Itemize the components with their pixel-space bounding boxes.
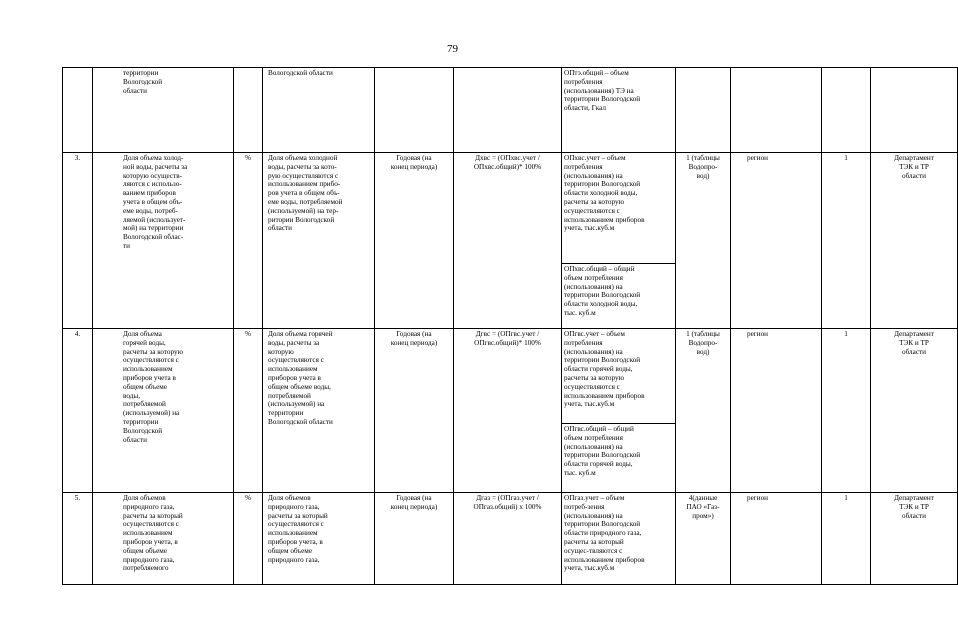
source-cell: 1 (таблицы Водопро- вод) <box>676 153 731 329</box>
indicator-name: Доля объема холод- ной воды, расчеты за которую осуществ- ляются с использо- ванием приборов учета в общем объ- еме воды, потреб- ляемой (использует- мой) на территории Вологодской облас- ти <box>93 153 234 329</box>
indicator-name: территории Вологодской области <box>93 68 234 153</box>
table-row <box>63 68 958 153</box>
unit-cell: % <box>234 153 263 329</box>
responsible-cell: Департамент ТЭК и ТР области <box>871 329 958 493</box>
unit-cell <box>234 68 263 153</box>
level-cell: регион <box>731 153 822 329</box>
indicators-table <box>62 67 958 585</box>
variable-description: ОПхвс.учет – объем потребления (использования) на территории Вологодской области холодной воды, расчеты за которую осуществляются с использованием приборов учета, тыс.куб.м <box>564 154 645 233</box>
row-number <box>63 68 93 153</box>
page-number: 79 <box>447 43 458 55</box>
level-cell: регион <box>731 493 822 585</box>
variables-cell <box>562 329 676 493</box>
source-cell <box>676 68 731 153</box>
row-number: 3. <box>63 153 93 329</box>
table-row <box>63 329 958 493</box>
frequency-cell: 1 <box>822 153 871 329</box>
variable-description: ОПгвс.общий – общий объем потребления (использования) на территории Вологодской области горячей воды, тыс. куб.м <box>562 423 675 479</box>
indicator-definition: Вологодской области <box>263 68 375 153</box>
responsible-cell: Департамент ТЭК и ТР области <box>871 493 958 585</box>
indicator-definition: Доля объемов природного газа, расчеты за который осуществляются с использованием приборов учета, в общем объеме природного газа, <box>263 493 375 585</box>
variables-cell <box>562 493 676 585</box>
level-cell: регион <box>731 329 822 493</box>
period-cell: Годовая (на конец периода) <box>375 153 454 329</box>
variable-description: ОПгвс.учет – объем потребления (использования) на территории Вологодской области горячей воды, расчеты за которую осуществляются с использованием приборов учета, тыс.куб.м <box>564 330 645 409</box>
formula-cell: Дхвс = (ОПхвс.учет / ОПхвс.общий)* 100% <box>454 153 562 329</box>
responsible-cell: Департамент ТЭК и ТР области <box>871 153 958 329</box>
table-row <box>63 493 958 585</box>
period-cell <box>375 68 454 153</box>
formula-cell: Дгаз = (ОПгаз.учет / ОПгаз.общий) х 100% <box>454 493 562 585</box>
period-cell: Годовая (на конец периода) <box>375 329 454 493</box>
table-row <box>63 153 958 329</box>
variables-cell <box>562 68 676 153</box>
variable-description: ОПгаз.учет – объем потреб-зения (использования) на территории Вологодской области природного газа, расчеты за который осущес-твляются с использованием приборов учета, тыс.куб.м <box>564 494 645 573</box>
unit-cell: % <box>234 329 263 493</box>
level-cell <box>731 68 822 153</box>
frequency-cell: 1 <box>822 329 871 493</box>
responsible-cell <box>871 68 958 153</box>
unit-cell: % <box>234 493 263 585</box>
source-cell: 1 (таблицы Водопро- вод) <box>676 329 731 493</box>
indicator-name: Доля объема горячей воды, расчеты за которую осуществляются с использованием приборов учета в общем объеме воды, потребляемой (используемой) на территории Вологодской области <box>93 329 234 493</box>
row-number: 4. <box>63 329 93 493</box>
period-cell: Годовая (на конец периода) <box>375 493 454 585</box>
source-cell: 4(данные ПАО «Газ- пром») <box>676 493 731 585</box>
indicator-definition: Доля объема горячей воды, расчеты за которую осуществляются с использованием приборов учета в общем объеме воды, потребляемой (используемой) на территории Вологодской области <box>263 329 375 493</box>
row-number: 5. <box>63 493 93 585</box>
variables-cell <box>562 153 676 329</box>
formula-cell <box>454 68 562 153</box>
formula-cell: Дгвс = (ОПгвс.учет / ОПгвс.общий)* 100% <box>454 329 562 493</box>
indicator-name: Доля объемов природного газа, расчеты за который осуществляются с использованием приборов учета, в общем объеме природного газа, потребляемого <box>93 493 234 585</box>
variable-description: ОПтэ.общий – объем потребления (использования) ТЭ на территории Вологодской области, Гкал <box>564 69 641 113</box>
frequency-cell: 1 <box>822 493 871 585</box>
indicator-definition: Доля объема холодной воды, расчеты за кото- рую осуществляются с использованием прибо- ров учета в общем объ- еме воды, потребляемой (используемой) на тер- ритории Вологодской области <box>263 153 375 329</box>
frequency-cell <box>822 68 871 153</box>
variable-description: ОПхвс.общий – общий объем потребления (использования) на территории Вологодской области холодной воды, тыс. куб.м <box>562 263 675 319</box>
